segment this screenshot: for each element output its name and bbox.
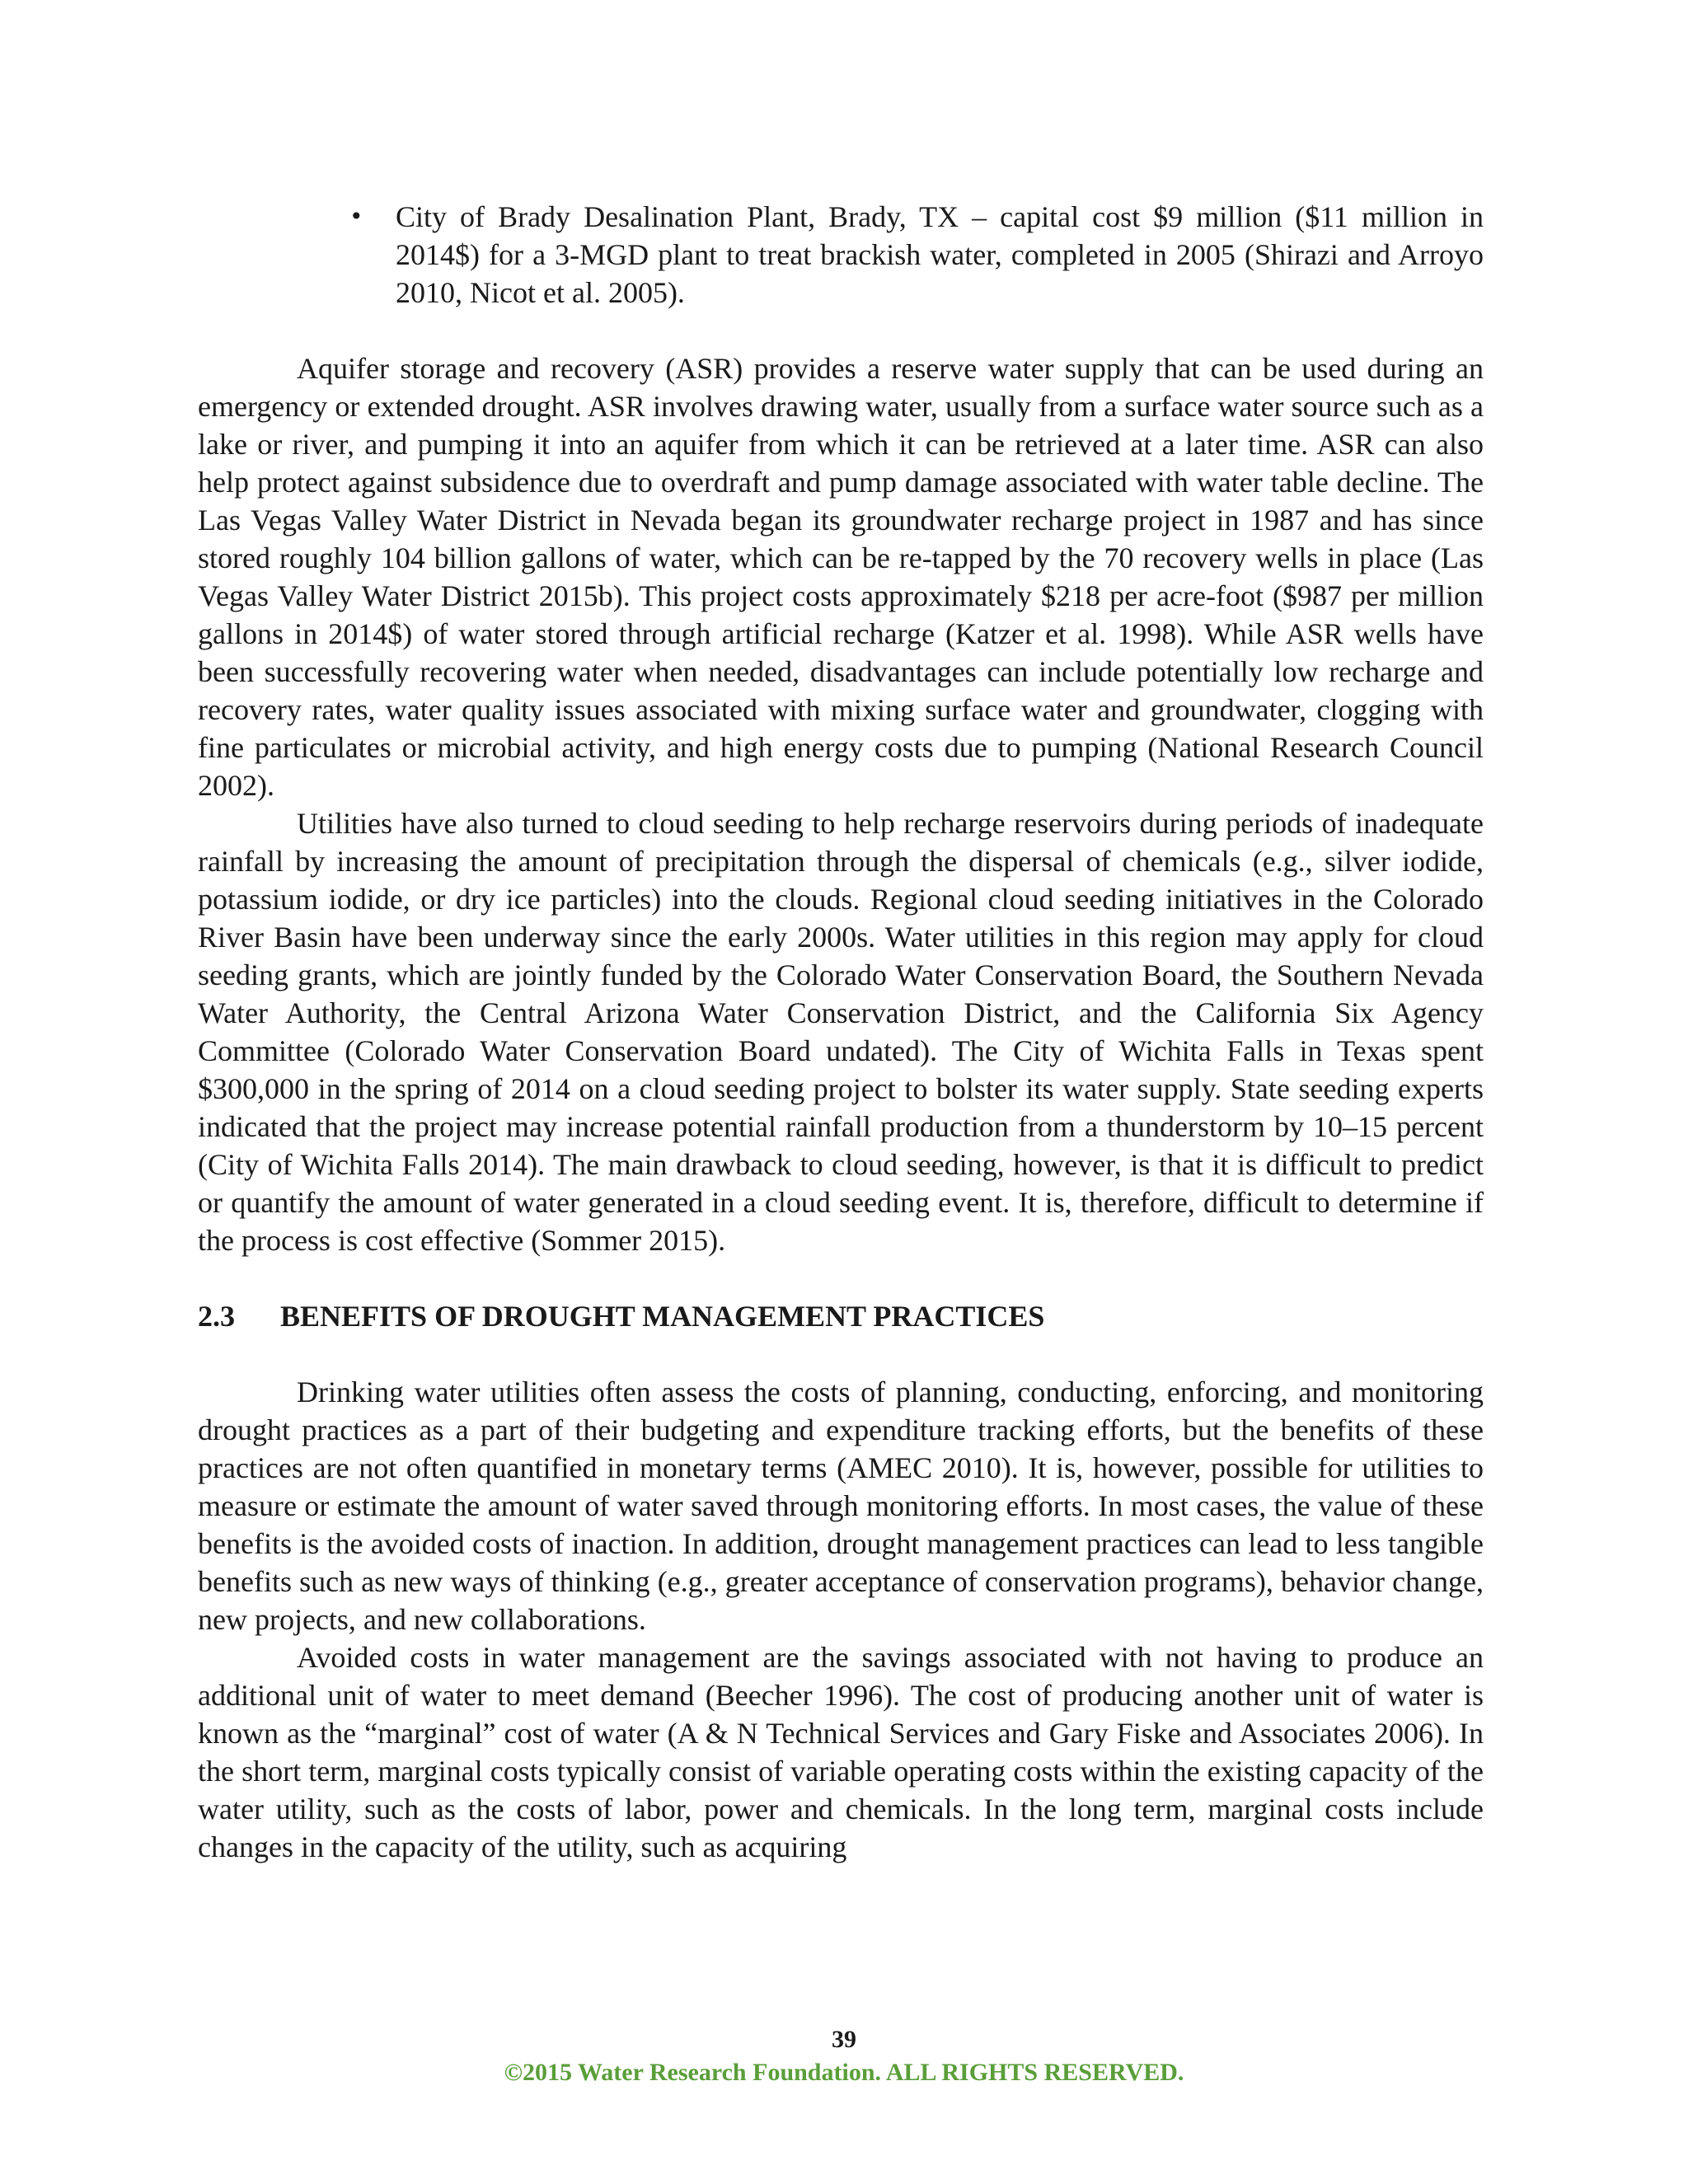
bullet-text: City of Brady Desalination Plant, Brady, TX – capital cost $9 million ($11 million in 2014$) for a 3-MGD plant to treat brackish water, completed in 2005 (Shirazi and Arroyo 2010, Nicot et al. 2005).	[396, 200, 1484, 309]
page-number: 39	[832, 2026, 856, 2053]
section-title: BENEFITS OF DROUGHT MANAGEMENT PRACTICES	[280, 1300, 1045, 1333]
paragraph-asr: Aquifer storage and recovery (ASR) provides a reserve water supply that can be used during an emergency or extended drought. ASR involves drawing water, usually from a surface water source such as a lake or river, and pumping it into an aquifer from which it can be retrieved at a later time. ASR can also help protect against subsidence due to overdraft and pump damage associated with water table decline. The Las Vegas Valley Water District in Nevada began its groundwater recharge project in 1987 and has since stored roughly 104 billion gallons of water, which can be re-tapped by the 70 recovery wells in place (Las Vegas Valley Water District 2015b). This project costs approximately $218 per acre-foot ($987 per million gallons in 2014$) of water stored through artificial recharge (Katzer et al. 1998). While ASR wells have been successfully recovering water when needed, disadvantages can include potentially low recharge and recovery rates, water quality issues associated with mixing surface water and groundwater, clogging with fine particulates or microbial activity, and high energy costs due to pumping (National Research Council 2002).	[198, 352, 1484, 802]
section-number: 2.3	[198, 1300, 235, 1333]
section-heading	[198, 1297, 1484, 1335]
bullet-list-item	[349, 198, 1484, 312]
bullet-icon: •	[349, 203, 363, 230]
paragraph-cloud-seeding: Utilities have also turned to cloud seeding to help recharge reservoirs during periods of inadequate rainfall by increasing the amount of precipitation through the dispersal of chemicals (e.g., silver iodide, potassium iodide, or dry ice particles) into the clouds. Regional cloud seeding initiatives in the Colorado River Basin have been underway since the early 2000s. Water utilities in this region may apply for cloud seeding grants, which are jointly funded by the Colorado Water Conservation Board, the Southern Nevada Water Authority, the Central Arizona Water Conservation District, and the California Six Agency Committee (Colorado Water Conservation Board undated). The City of Wichita Falls in Texas spent $300,000 in the spring of 2014 on a cloud seeding project to bolster its water supply. State seeding experts indicated that the project may increase potential rainfall production from a thunderstorm by 10–15 percent (City of Wichita Falls 2014). The main drawback to cloud seeding, however, is that it is difficult to predict or quantify the amount of water generated in a cloud seeding event. It is, therefore, difficult to determine if the process is cost effective (Sommer 2015).	[198, 807, 1484, 1257]
paragraph-avoided-costs: Avoided costs in water management are the savings associated with not having to produce an additional unit of water to meet demand (Beecher 1996). The cost of producing another unit of water is known as the “marginal” cost of water (A & N Technical Services and Gary Fiske and Associates 2006). In the short term, marginal costs typically consist of variable operating costs within the existing capacity of the water utility, such as the costs of labor, power and chemicals. In the long term, marginal costs include changes in the capacity of the utility, such as acquiring	[198, 1641, 1484, 1863]
page-body	[198, 198, 1484, 1866]
copyright-notice: ©2015 Water Research Foundation. ALL RIGHTS RESERVED.	[504, 2059, 1184, 2086]
paragraph-benefits: Drinking water utilities often assess the costs of planning, conducting, enforcing, and monitoring drought practices as a part of their budgeting and expenditure tracking efforts, but the benefits of these practices are not often quantified in monetary terms (AMEC 2010). It is, however, possible for utilities to measure or estimate the amount of water saved through monitoring efforts. In most cases, the value of these benefits is the avoided costs of inaction. In addition, drought management practices can lead to less tangible benefits such as new ways of thinking (e.g., greater acceptance of conservation programs), behavior change, new projects, and new collaborations.	[198, 1376, 1484, 1636]
